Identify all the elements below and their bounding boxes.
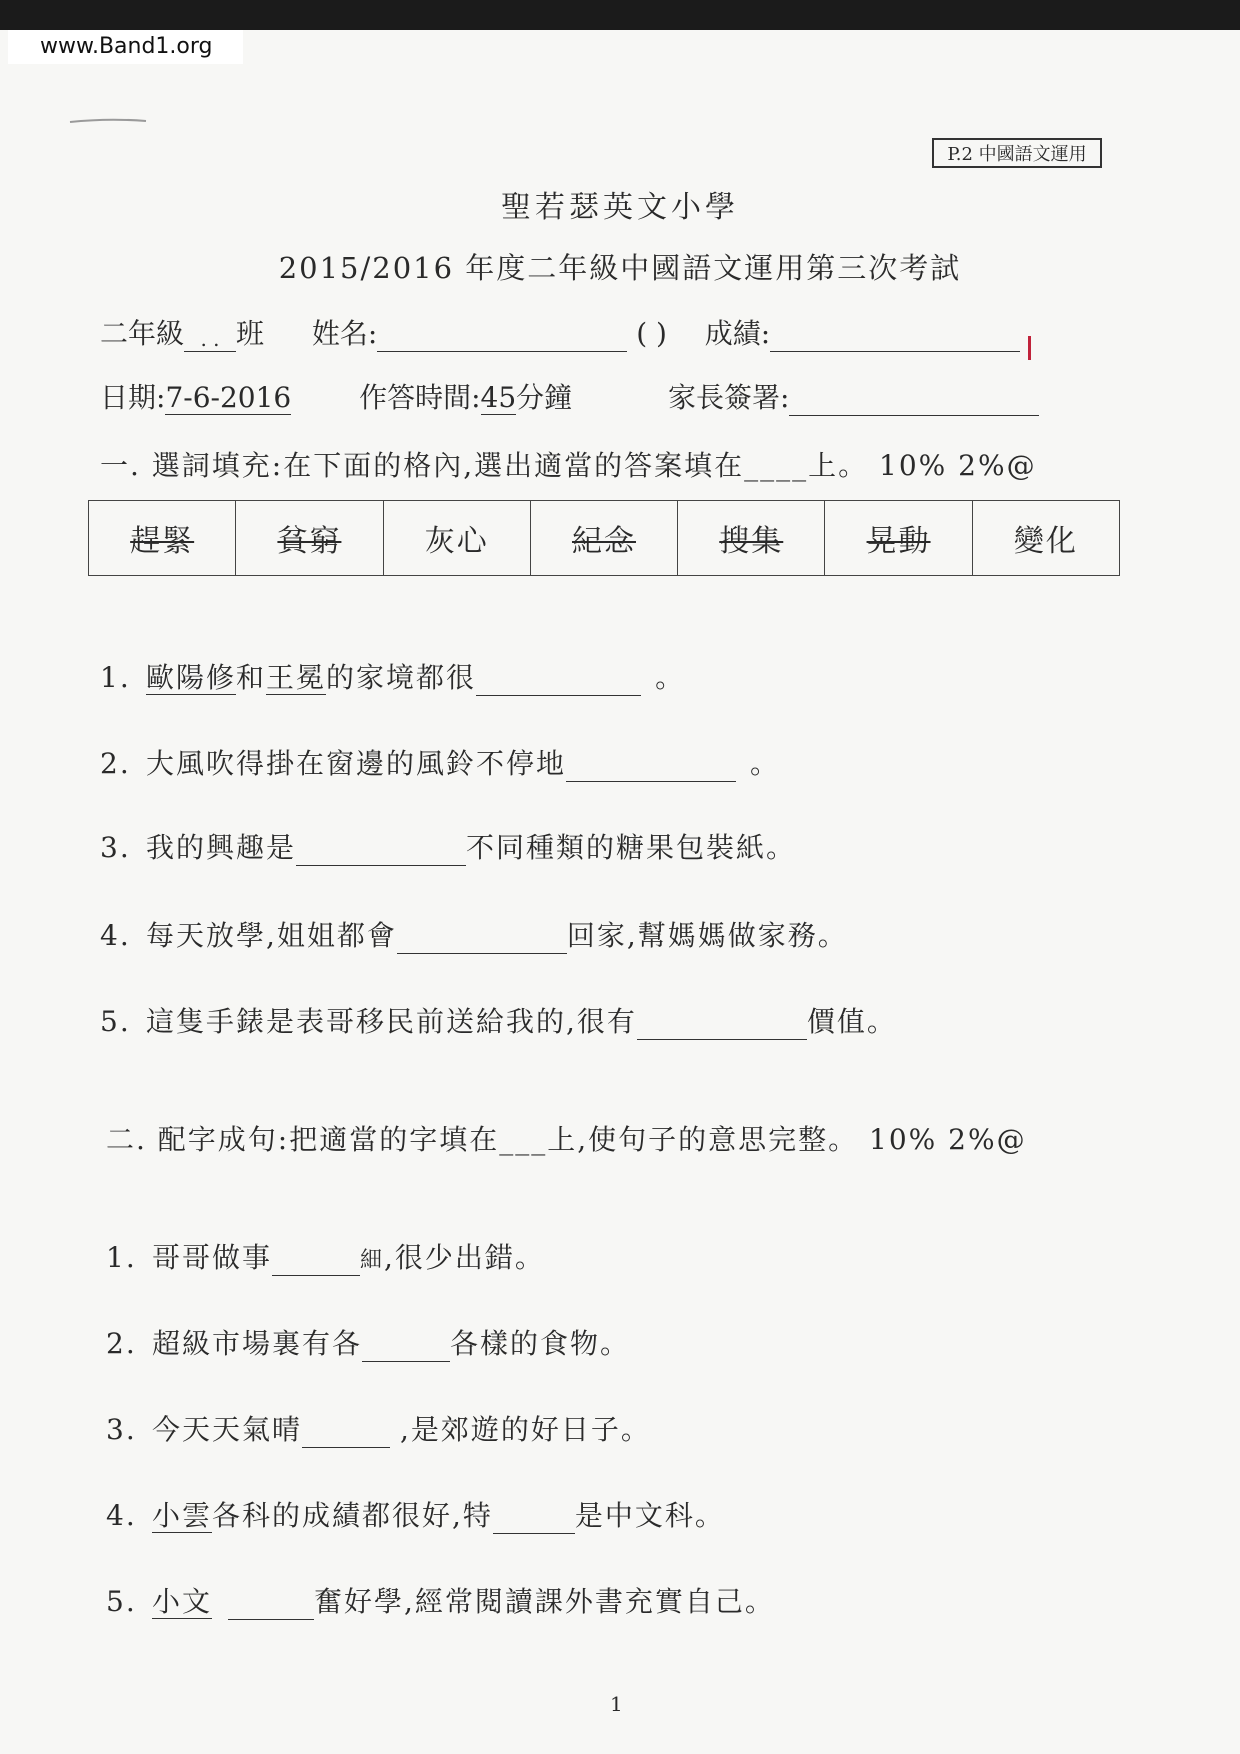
- word-bank-word: 晃動: [866, 524, 931, 559]
- word-bank-cell: [236, 501, 383, 576]
- name-label: 姓名:: [311, 317, 378, 350]
- question-text: 哥哥做事: [152, 1241, 273, 1274]
- answer-blank[interactable]: [272, 1247, 360, 1276]
- info-row-class: [100, 312, 1020, 352]
- question-text: ,是郊遊的好日子。: [400, 1413, 651, 1446]
- question-text: 各樣的食物。: [450, 1327, 631, 1360]
- section2-heading: 二. 配字成句:把適當的字填在___上,使句子的意思完整。 10% 2%@: [106, 1123, 1027, 1156]
- word-bank-table: [88, 500, 1120, 576]
- question-number: 2.: [106, 1327, 137, 1360]
- date-value[interactable]: 7-6-2016: [165, 381, 292, 414]
- question-text: 今天天氣晴: [152, 1413, 303, 1446]
- question-number: 1.: [100, 661, 131, 694]
- word-bank-cell: [383, 501, 530, 576]
- date-label: 日期:: [100, 381, 166, 414]
- question-number: 4.: [100, 919, 131, 952]
- answer-blank[interactable]: [362, 1333, 450, 1362]
- word-bank-cell: [972, 501, 1119, 576]
- s1-question-2: [100, 742, 780, 782]
- question-number: 5.: [106, 1585, 137, 1618]
- proper-name: 小雲: [152, 1499, 213, 1532]
- pencil-mark: [68, 118, 148, 124]
- class-suffix: 班: [236, 317, 265, 350]
- word-bank-word: 趕緊: [130, 524, 195, 559]
- s1-question-1: [100, 656, 685, 696]
- answer-blank[interactable]: [296, 837, 466, 866]
- answer-blank[interactable]: [228, 1591, 314, 1620]
- question-text: 我的興趣是: [146, 831, 297, 864]
- question-text: 。: [750, 747, 781, 780]
- answer-blank[interactable]: [397, 925, 567, 954]
- info-row-date: [100, 376, 1039, 416]
- top-scan-border: [0, 0, 1240, 30]
- question-number: 5.: [100, 1005, 131, 1038]
- word-bank-word: 貧窮: [277, 524, 342, 559]
- question-number: 3.: [100, 831, 131, 864]
- question-text: 價值。: [806, 1005, 897, 1038]
- word-bank-word: 變化: [1013, 524, 1078, 559]
- class-label: 二年級: [100, 317, 185, 350]
- s1-question-5: [100, 1000, 897, 1040]
- proper-name: 歐陽修: [146, 661, 237, 694]
- score-label: 成績:: [704, 317, 771, 350]
- student-number-paren: ( ): [636, 317, 667, 350]
- word-bank-word: 搜集: [719, 524, 784, 559]
- time-label: 作答時間:: [359, 381, 481, 414]
- question-text: ,很少出錯。: [384, 1241, 545, 1274]
- word-bank-word: 紀念: [571, 524, 636, 559]
- question-text: 是中文科。: [574, 1499, 725, 1532]
- time-value[interactable]: 45: [480, 381, 517, 414]
- parent-signature-label: 家長簽署:: [667, 381, 790, 414]
- s2-question-4: [106, 1494, 725, 1534]
- score-field[interactable]: [770, 323, 1020, 352]
- question-text: 這隻手錶是表哥移民前送給我的,很有: [146, 1005, 637, 1038]
- question-number: 1.: [106, 1241, 137, 1274]
- word-bank-word: 灰心: [424, 524, 489, 559]
- class-field[interactable]: . .: [184, 327, 236, 352]
- word-bank-cell: [678, 501, 825, 576]
- red-pen-mark: [1028, 336, 1031, 360]
- answer-blank[interactable]: [637, 1011, 807, 1040]
- proper-name: 王冕: [266, 661, 327, 694]
- section1-heading: 一. 選詞填充:在下面的格內,選出適當的答案填在____上。 10% 2%@: [100, 449, 1037, 482]
- watermark-label: www.Band1.org: [8, 30, 243, 64]
- s2-question-1: [106, 1236, 545, 1276]
- question-text: 大風吹得掛在窗邊的風鈴不停地: [146, 747, 567, 780]
- s2-question-5: [106, 1580, 775, 1620]
- proper-name: 小文: [152, 1585, 213, 1618]
- s2-question-2: [106, 1322, 630, 1362]
- s1-question-3: [100, 826, 796, 866]
- answer-blank[interactable]: [493, 1505, 575, 1534]
- s2-question-3: [106, 1408, 651, 1448]
- page-number: 1: [610, 1692, 623, 1716]
- exam-title: 2015/2016 年度二年級中國語文運用第三次考試: [278, 251, 962, 285]
- question-text: 回家,幫媽媽做家務。: [566, 919, 848, 952]
- question-text: 。: [655, 661, 686, 694]
- question-number: 3.: [106, 1413, 137, 1446]
- question-number: 4.: [106, 1499, 137, 1532]
- question-text: 超級市場裏有各: [152, 1327, 363, 1360]
- question-text: 每天放學,姐姐都會: [146, 919, 397, 952]
- hint-character: 細: [360, 1248, 385, 1273]
- name-field[interactable]: [377, 323, 627, 352]
- question-text: 各科的成績都很好,特: [212, 1499, 493, 1532]
- answer-blank[interactable]: [566, 753, 736, 782]
- parent-signature-field[interactable]: [789, 387, 1039, 416]
- time-unit: 分鐘: [516, 381, 573, 414]
- s1-question-4: [100, 914, 848, 954]
- word-bank-cell: [89, 501, 236, 576]
- word-bank-cell: [825, 501, 972, 576]
- question-text: 的家境都很: [326, 661, 477, 694]
- school-name: 聖若瑟英文小學: [501, 190, 739, 225]
- question-number: 2.: [100, 747, 131, 780]
- word-bank-cell: [530, 501, 677, 576]
- question-text: 不同種類的糖果包裝紙。: [466, 831, 797, 864]
- answer-blank[interactable]: [302, 1419, 390, 1448]
- answer-blank[interactable]: [476, 667, 641, 696]
- question-text: 和: [236, 661, 267, 694]
- subject-code-box: P.2 中國語文運用: [932, 138, 1102, 168]
- question-text: 奮好學,經常閱讀課外書充實自己。: [314, 1585, 775, 1618]
